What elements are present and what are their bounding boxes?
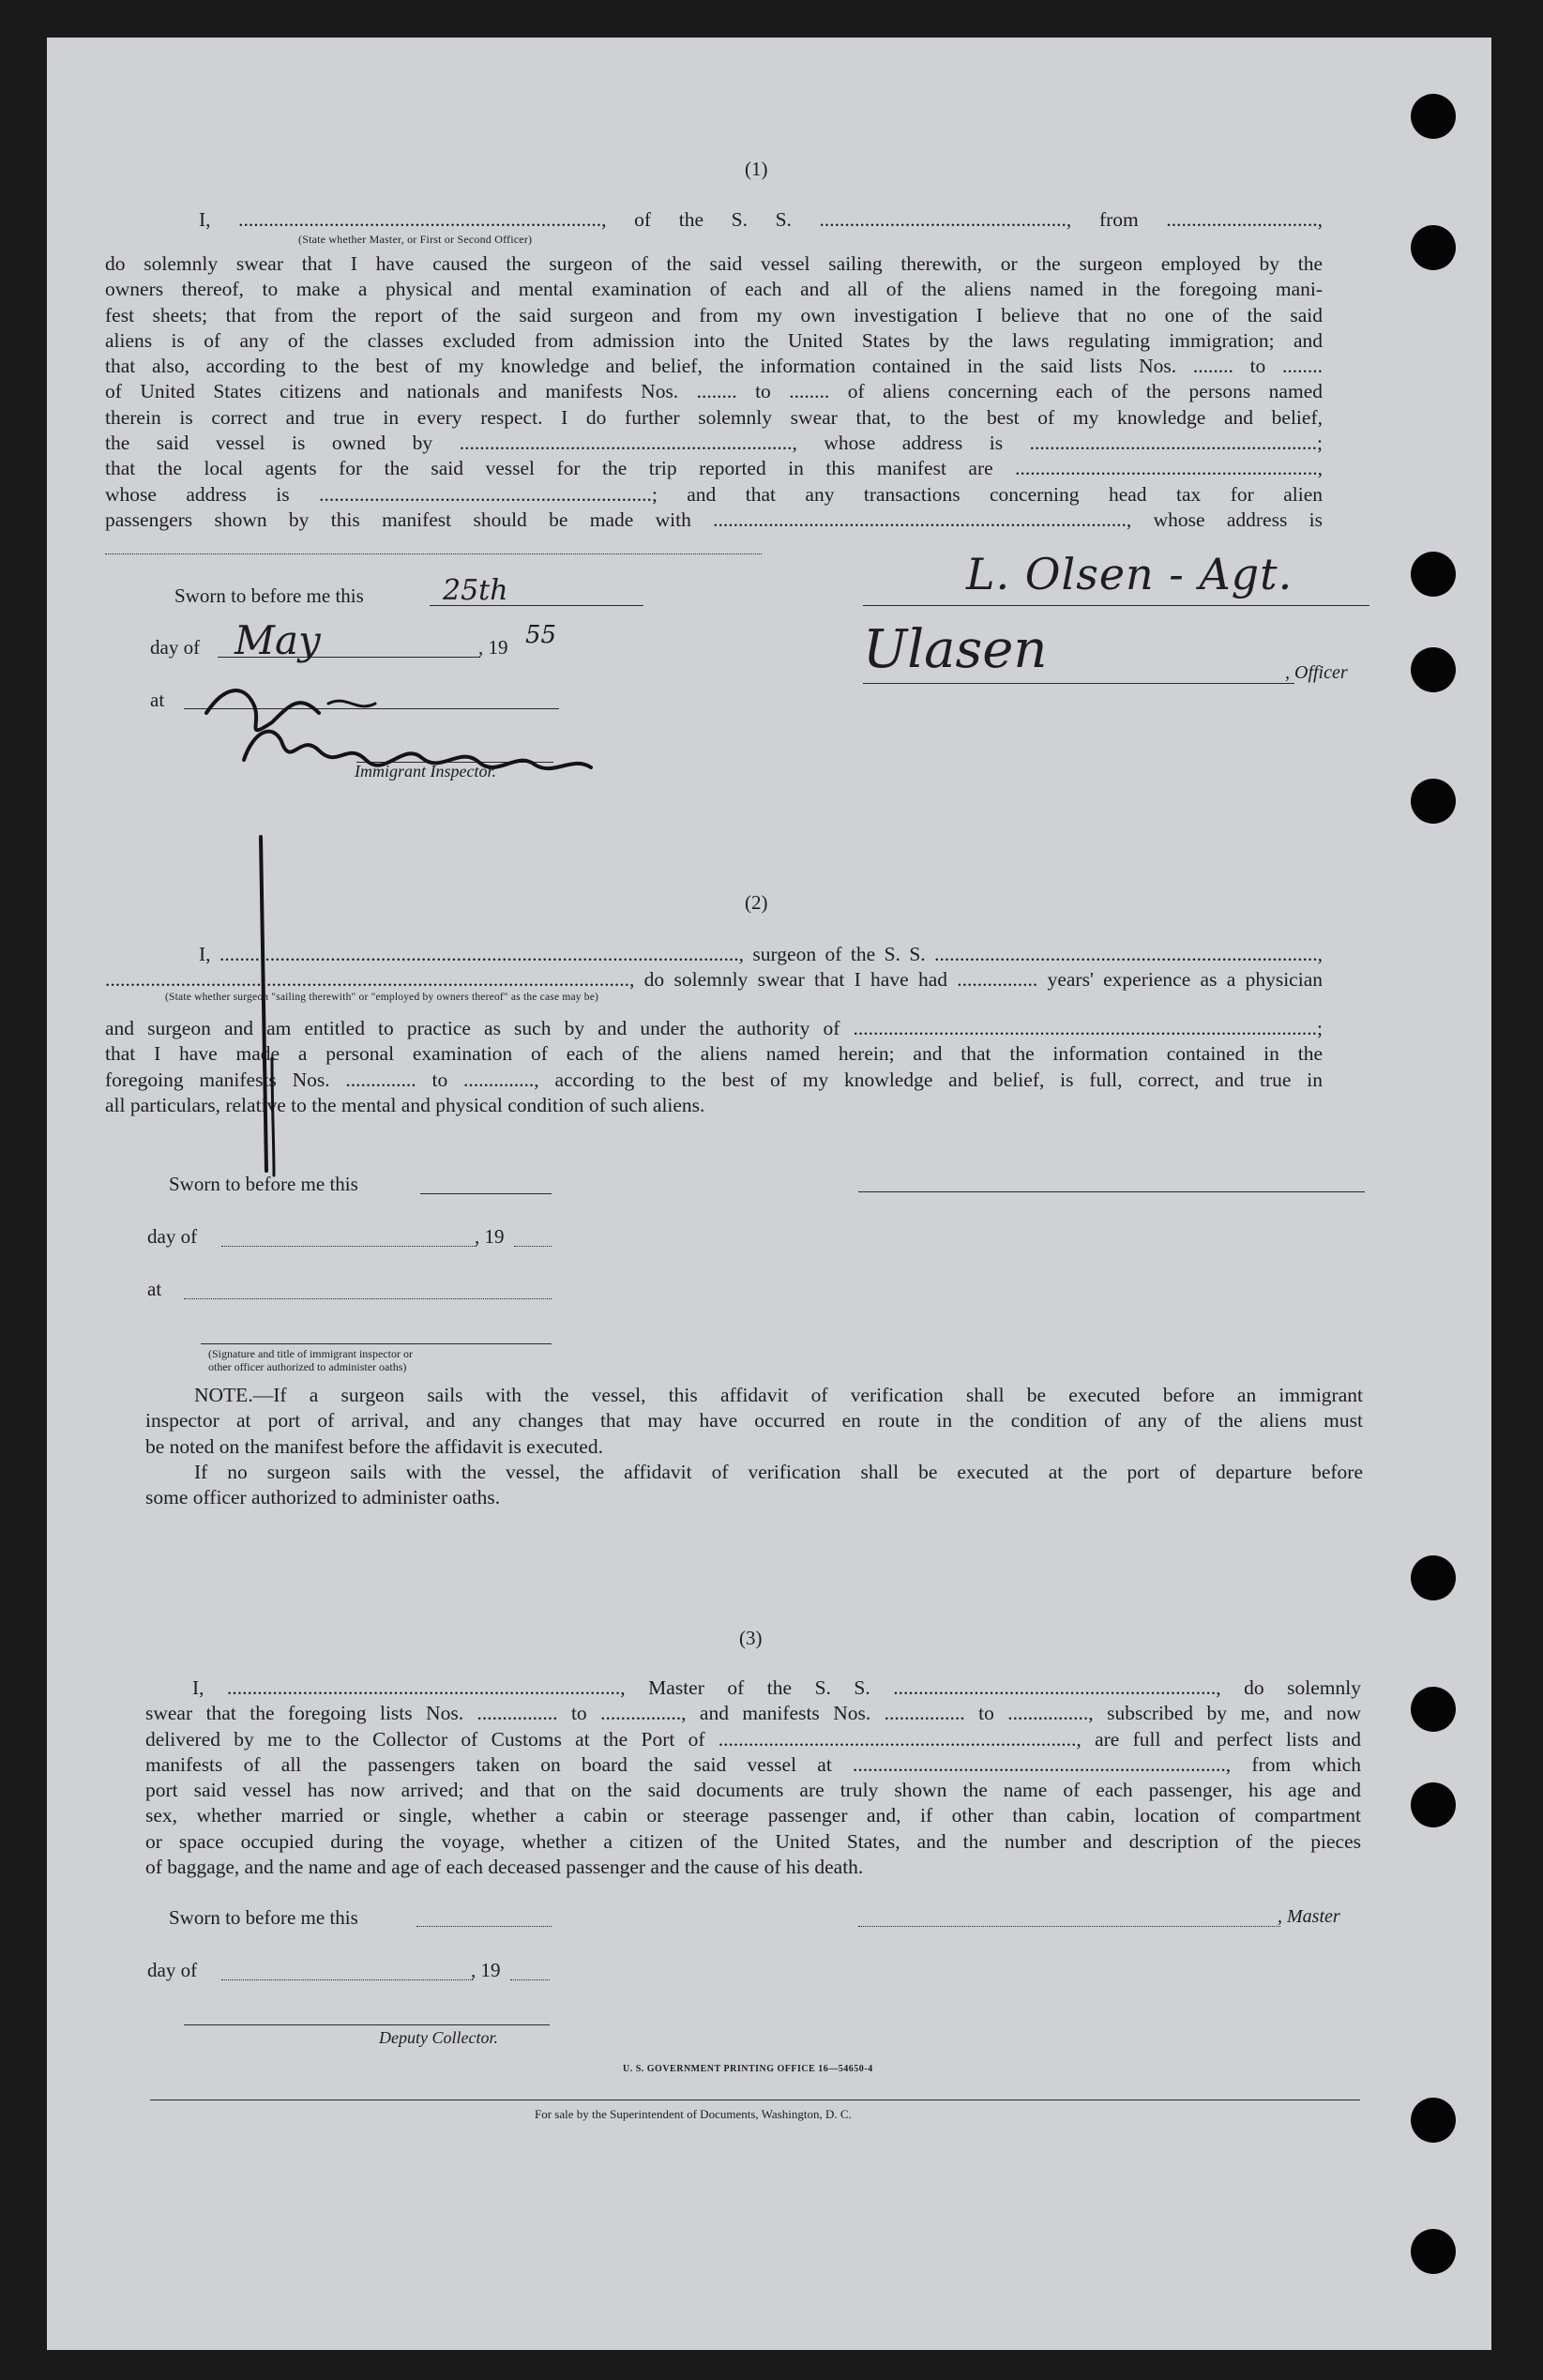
section-3-body (145, 1675, 1361, 1880)
body-line: fest sheets; that from the report of the said surgeon and from my own investigation I believe that no one of the said (105, 303, 1323, 326)
year-prefix-1: , 19 (478, 636, 508, 659)
note-paragraph (145, 1383, 1363, 1510)
master-caption: , Master (1278, 1906, 1340, 1927)
sworn-label-2: Sworn to before me this (169, 1173, 358, 1195)
binder-hole (1411, 2229, 1456, 2274)
binder-hole (1411, 225, 1456, 270)
body-line: that I have made a personal examination of each of the aliens named herein; and that the information contained in the (105, 1042, 1323, 1066)
officer-line-1 (863, 605, 1369, 606)
year-prefix-2: , 19 (475, 1225, 505, 1248)
master-signature-line (858, 1926, 1280, 1927)
body-line: the said vessel is owned by .................................................................., whose address is .........................................................; (105, 432, 1323, 455)
body-line: swear that the foregoing lists Nos. ................ to ................, and manifests Nos. ................ to ................, subscribed by me, and now (145, 1702, 1361, 1725)
section-2-line-2: ........................................................................................................, do solemnly swear that I have had ................ years' experience as a physician (105, 968, 1323, 992)
address-continuation-line (105, 553, 762, 554)
section-2-opening (105, 942, 1323, 993)
margin-ink-stroke (250, 833, 287, 1180)
section-1-opening-line: I, ........................................................................, of the S. S. ................................................., from .............................., (199, 208, 1323, 231)
year-handwritten: 55 (525, 621, 557, 649)
note-line: be noted on the manifest before the affidavit is executed. (145, 1434, 603, 1458)
sworn-label-3: Sworn to before me this (169, 1906, 358, 1929)
binder-hole (1411, 2098, 1456, 2143)
officer-line-2 (863, 683, 1294, 684)
year-line-3 (510, 1979, 550, 1980)
binder-hole (1411, 94, 1456, 139)
note-heading: NOTE. (194, 1384, 253, 1406)
note-line: some officer authorized to administer oaths. (145, 1486, 501, 1509)
officer-caption: , Officer (1285, 662, 1348, 683)
body-line: and surgeon and am entitled to practice as such by and under the authority of ............................................................................................; (105, 1017, 1323, 1039)
for-sale-notice: For sale by the Superintendent of Documents, Washington, D. C. (535, 2107, 852, 2121)
day-of-label-2: day of (147, 1225, 198, 1248)
section-2-line-1: I, ......................................................................................................., surgeon of the S. S. ............................................................................, (199, 943, 1323, 965)
section-1-opening-note: (State whether Master, or First or Second Officer) (298, 233, 533, 246)
note-line: inspector at port of arrival, and any changes that may have occurred en route in the condition of any of the aliens must (145, 1409, 1363, 1433)
body-line: I, .............................................................................., Master of the S. S. ................................................................, do solemnly (192, 1676, 1361, 1699)
section-1-body (105, 251, 1323, 533)
at-label-2: at (147, 1278, 162, 1300)
section-1-opening (105, 207, 1323, 233)
body-line: do solemnly swear that I have caused the surgeon of the said vessel sailing therewith, or the surgeon employed by the (105, 252, 1323, 275)
sworn-day-line-3 (416, 1926, 552, 1927)
month-handwritten: May (234, 617, 321, 663)
body-line: sex, whether married or single, whether a cabin or steerage passenger and, if other than cabin, location of compartment (145, 1804, 1361, 1827)
binder-hole (1411, 647, 1456, 692)
month-line-3 (221, 1979, 473, 1980)
deputy-caption: Deputy Collector. (379, 2028, 498, 2047)
body-line: port said vessel has now arrived; and that on the said documents are truly shown the name of each passenger, his age and (145, 1779, 1361, 1802)
binder-hole (1411, 1555, 1456, 1600)
body-line: therein is correct and true in every respect. I do further solemnly swear that, to the best of my knowledge and belief, (105, 405, 1323, 429)
section-3-number: (3) (739, 1627, 763, 1649)
inspector-caption: Immigrant Inspector. (355, 762, 496, 781)
binder-hole (1411, 1782, 1456, 1827)
year-prefix-3: , 19 (471, 1959, 501, 1981)
inspector-signature-line-2 (201, 1343, 552, 1344)
body-line: of United States citizens and nationals and manifests Nos. ........ to ........ of aliens concerning each of the persons named (105, 380, 1323, 403)
section-2-number: (2) (745, 891, 768, 914)
sworn-label-1: Sworn to before me this (174, 584, 364, 607)
body-line: whose address is ..................................................................; and that any transactions concerning head tax for alien (105, 482, 1323, 506)
deputy-signature-line (184, 2024, 550, 2025)
at-label-1: at (150, 689, 165, 711)
surgeon-signature-line (858, 1191, 1365, 1192)
body-line: or space occupied during the voyage, whether a citizen of the United States, and the number and description of the pieces (145, 1829, 1361, 1853)
section-1-number: (1) (745, 158, 768, 180)
section-2-body (105, 1016, 1323, 1118)
binder-hole (1411, 779, 1456, 824)
section-2-note: (State whether surgeon "sailing therewith" or "employed by owners thereof" as the case may be) (165, 992, 599, 1003)
body-line: passengers shown by this manifest should be made with .................................................................................., whose address is (105, 508, 1323, 531)
binder-hole (1411, 1687, 1456, 1732)
signature-caption-2: other officer authorized to administer oaths) (208, 1360, 407, 1373)
day-of-label-3: day of (147, 1959, 198, 1981)
sworn-day-handwritten: 25th (443, 574, 508, 607)
inspector-signature-handwriting (188, 647, 638, 797)
binder-hole (1411, 552, 1456, 597)
signature-caption-1: (Signature and title of immigrant inspector or (208, 1347, 413, 1360)
year-line-2 (514, 1246, 552, 1247)
month-line-2 (221, 1246, 477, 1247)
body-line: all particulars, relative to the mental and physical condition of such aliens. (105, 1093, 705, 1116)
body-line: owners thereof, to make a physical and mental examination of each and all of the aliens named in the foregoing mani- (105, 278, 1323, 301)
body-line: delivered by me to the Collector of Customs at the Port of ......................................................................., are full and perfect lists and (145, 1727, 1361, 1751)
officer-handwritten-2: Ulasen (863, 619, 1048, 680)
body-line: manifests of all the passengers taken on board the said vessel at .........................................................................., from which (145, 1752, 1361, 1776)
body-line: foregoing manifests Nos. .............. to .............., according to the best of my knowledge and belief, is full, correct, and true in (105, 1068, 1323, 1091)
printing-office-imprint: U. S. GOVERNMENT PRINTING OFFICE 16—54650-4 (623, 2064, 873, 2074)
body-line: aliens is of any of the classes excluded from admission into the United States by the laws regulating immigration; and (105, 328, 1323, 352)
sworn-day-line-2 (420, 1193, 552, 1194)
body-line: of baggage, and the name and age of each deceased passenger and the cause of his death. (145, 1856, 864, 1879)
note-line: NOTE.—If a surgeon sails with the vessel, this affidavit of verification shall be executed before an immigrant (194, 1384, 1363, 1406)
body-line: that also, according to the best of my knowledge and belief, the information contained in the said lists Nos. ........ to ........ (105, 355, 1323, 378)
body-line: that the local agents for the said vessel for the trip reported in this manifest are ............................................................, (105, 457, 1323, 480)
note-line: If no surgeon sails with the vessel, the affidavit of verification shall be executed at the port of departure before (194, 1460, 1363, 1483)
officer-handwritten-1: L. Olsen - Agt. (966, 549, 1293, 599)
at-line-2 (184, 1298, 552, 1299)
day-of-label-1: day of (150, 636, 201, 659)
